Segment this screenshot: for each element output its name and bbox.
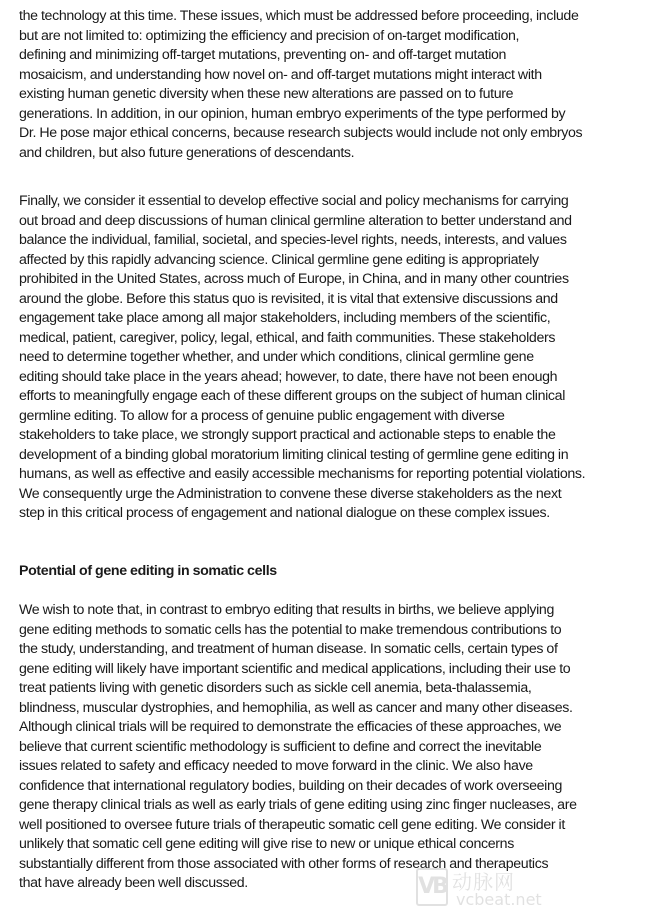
text-line: engagement take place among all major stakeholders, including members of the scientific,	[19, 310, 551, 326]
text-line: out broad and deep discussions of human clinical germline alteration to better understand and	[19, 212, 572, 229]
text-line: germline editing. To allow for a process of genuine public engagement with diverse	[19, 407, 505, 424]
text-line: medical, patient, caregiver, policy, legal, ethical, and faith communities. These stakeholders	[19, 329, 556, 346]
text-line: stakeholders to take place, we strongly support practical and actionable steps to enable the	[19, 427, 556, 443]
text-line: around the globe. Before this status quo is revisited, it is vital that extensive discussions and	[19, 290, 558, 307]
text-line: Dr. He pose major ethical concerns, because research subjects would include not only embryos	[19, 125, 583, 141]
text-line: believe that current scientific methodology is sufficient to define and correct the inevitable	[19, 738, 542, 755]
text-line: generations. In addition, in our opinion, human embryo experiments of the type performed by	[19, 105, 566, 122]
text-line: Finally, we consider it essential to develop effective social and policy mechanisms for carrying	[19, 193, 569, 209]
paragraph-policy-mechanisms	[19, 192, 585, 524]
text-line: treat patients living with genetic disorders such as sickle cell anemia, beta-thalassemia,	[19, 680, 532, 696]
text-line: prohibited in the United States, across much of Europe, in China, and in many other countries	[19, 271, 569, 287]
text-line: confidence that international regulatory bodies, building on their decades of work overseeing	[19, 777, 563, 794]
watermark-logo-icon: VB	[416, 868, 448, 906]
text-line: and children, but also future generations of descendants.	[19, 144, 355, 161]
text-line: gene editing methods to somatic cells has the potential to make tremendous contributions to	[19, 621, 562, 638]
section-heading: Potential of gene editing in somatic cells	[19, 563, 277, 579]
text-line: balance the individual, familial, societal, and species-level rights, needs, interests, and values	[19, 232, 567, 248]
text-line: humans, as well as effective and easily accessible mechanisms for reporting potential violations.	[19, 466, 586, 482]
text-line: We wish to note that, in contrast to embryo editing that results in births, we believe applying	[19, 602, 555, 618]
text-line: affected by this rapidly advancing science. Clinical germline gene editing is appropriately	[19, 251, 539, 268]
text-line: substantially different from those associated with other forms of research and therapeutics	[19, 855, 549, 872]
text-line: need to determine together whether, and under which conditions, clinical germline gene	[19, 349, 534, 365]
text-line: defining and minimizing off-target mutations, preventing on- and off-target mutation	[19, 47, 507, 63]
text-line: efforts to meaningfully engage each of these different groups on the subject of human clinical	[19, 388, 566, 404]
text-line: step in this critical process of engagement and national dialogue on these complex issues.	[19, 505, 550, 521]
text-line: the technology at this time. These issues, which must be addressed before proceeding, include	[19, 8, 579, 24]
text-line: but are not limited to: optimizing the efficiency and precision of on-target modification,	[19, 27, 520, 44]
text-line: unlikely that somatic cell gene editing will give rise to new or unique ethical concerns	[19, 836, 514, 852]
paragraph-somatic-cells	[19, 601, 577, 894]
text-line: development of a binding global moratorium limiting clinical testing of germline gene editing in	[19, 446, 569, 463]
text-line: mosaicism, and understanding how novel on- and off-target mutations might interact with	[19, 66, 542, 83]
text-line: blindness, muscular dystrophies, and hemophilia, as well as cancer and many other diseases.	[19, 699, 573, 716]
watermark	[416, 868, 654, 912]
watermark-chinese-text: 动脉网	[452, 870, 515, 894]
text-line: We consequently urge the Administration to convene these diverse stakeholders as the next	[19, 485, 562, 502]
text-line: gene therapy clinical trials as well as early trials of gene editing using zinc finger nucleases, are	[19, 797, 577, 813]
text-line: issues related to safety and efficacy needed to move forward in the clinic. We also have	[19, 758, 533, 774]
text-line: gene editing will likely have important scientific and medical applications, including their use to	[19, 660, 571, 677]
text-line: existing human genetic diversity when these new alterations are passed on to future	[19, 86, 514, 102]
text-line: editing should take place in the years ahead; however, to date, there have not been enough	[19, 368, 558, 385]
text-line: the study, understanding, and treatment of human disease. In somatic cells, certain types of	[19, 641, 558, 657]
text-line: Although clinical trials will be required to demonstrate the efficacies of these approaches, we	[19, 719, 562, 735]
text-line: that have already been well discussed.	[19, 875, 248, 891]
watermark-domain-text: vcbeat.net	[456, 890, 542, 909]
paragraph-technology-issues	[19, 7, 582, 163]
text-line: well positioned to oversee future trials of therapeutic somatic cell gene editing. We consider it	[19, 816, 565, 833]
